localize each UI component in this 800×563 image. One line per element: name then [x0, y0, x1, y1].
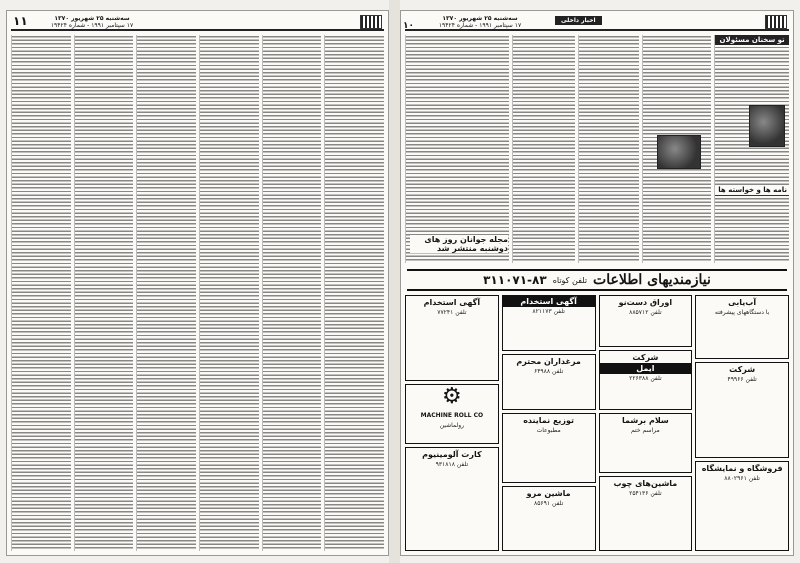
- ad-box: [502, 413, 596, 483]
- text-column: [199, 35, 259, 551]
- ad-column: [502, 295, 596, 551]
- left-page-header: [11, 15, 384, 31]
- story-box-title: مجله جوانان روز های دوشنبه منتشر شد: [410, 235, 508, 253]
- news-photo: [657, 135, 701, 169]
- classified-banner: [407, 269, 787, 291]
- ad-box: [405, 384, 499, 444]
- ad-box: [695, 461, 789, 551]
- ad-heading: آگهی استخدام: [423, 298, 481, 307]
- left-date-line: ۱۷ سپتامبر ۱۹۹۱ - شماره ۱۹۴۲۴: [50, 22, 134, 29]
- left-page-number: ۱۱: [13, 14, 28, 28]
- feature-heading: نامه ها و خواسته ها: [715, 185, 789, 196]
- news-column: [642, 35, 711, 263]
- banner-phone: ۳۱۱۰۷۱-۸۳: [483, 273, 547, 287]
- ad-body: تلفن ۲۲۶۳۸۸: [629, 375, 662, 382]
- right-page-header: [405, 15, 789, 31]
- ad-box: [599, 350, 693, 410]
- ad-heading: آب‌یابی: [728, 298, 757, 307]
- ad-box: [695, 362, 789, 458]
- ad-body: مراسم ختم: [631, 427, 660, 434]
- banner-subtitle: تلفن کوتاه: [552, 275, 588, 285]
- news-area: [405, 35, 789, 263]
- ad-heading: ماشین مرو: [526, 489, 571, 498]
- ad-box: [599, 476, 693, 551]
- right-page: [400, 10, 794, 556]
- classified-ads: [405, 295, 789, 551]
- ad-heading: آگهی استخدام: [503, 296, 595, 307]
- page-gutter: [389, 0, 400, 563]
- ad-heading: شرکت: [729, 365, 756, 374]
- news-photo: [749, 105, 785, 147]
- section-label: اخبار داخلی: [555, 16, 602, 25]
- newspaper-logo: [360, 15, 382, 29]
- right-date-line: ۱۷ سپتامبر ۱۹۹۱ - شماره ۱۹۴۲۴: [438, 22, 522, 29]
- ad-box: [502, 354, 596, 410]
- ad-heading: MACHINE ROLL CO: [420, 412, 484, 419]
- text-column: [74, 35, 134, 551]
- ad-box: [405, 447, 499, 551]
- ad-column: [695, 295, 789, 551]
- ad-box: [502, 486, 596, 551]
- ad-column: [599, 295, 693, 551]
- ad-body: مطبوعات: [536, 427, 561, 434]
- column-tag: تو سخنان مسئولان: [715, 35, 789, 45]
- left-publication: سه‌شنبه ۲۵ شهریور ۱۳۷۰: [54, 15, 130, 22]
- right-publication: سه‌شنبه ۲۵ شهریور ۱۳۷۰: [442, 15, 518, 22]
- right-page-number: ۱۰: [403, 21, 414, 31]
- ad-heading: فروشگاه و نمایشگاه: [701, 464, 783, 473]
- news-column-last: [405, 35, 509, 263]
- ad-body: تلفن ۸۵۶۹۱: [533, 500, 564, 507]
- left-classified-columns: [11, 35, 384, 551]
- text-column: [11, 35, 71, 551]
- ad-body: تلفن ۸۲۱۱۷۳: [532, 308, 565, 315]
- banner-title: نیازمندیهای اطلاعات: [593, 272, 711, 288]
- ad-box: [405, 295, 499, 381]
- ad-box: [695, 295, 789, 359]
- ad-heading: ماشین‌های چوب: [613, 479, 678, 488]
- text-column: [262, 35, 322, 551]
- ad-body: تلفن ۸۸۰۲۹۶۱: [724, 475, 760, 482]
- ad-heading: کارت آلومینیوم: [422, 450, 482, 459]
- ad-box: [502, 295, 596, 351]
- ad-body: با دستگاههای پیشرفته: [714, 309, 770, 316]
- ad-body: تلفن ۹۳۱۸۱۸: [435, 461, 469, 468]
- news-column: [512, 35, 575, 263]
- ad-body: تلفن ۶۴۹۸۸: [533, 368, 564, 375]
- ad-body: رولماشین: [439, 422, 465, 429]
- ad-heading: مرغداران محترم: [516, 357, 581, 366]
- text-column: [136, 35, 196, 551]
- ad-heading: توزیع نماینده: [523, 416, 575, 425]
- left-page: [6, 10, 389, 556]
- gear-icon: ⚙: [442, 384, 462, 409]
- ad-box: [599, 413, 693, 473]
- ad-column: [405, 295, 499, 551]
- ad-logo-text: ایمل: [600, 363, 692, 374]
- ad-body: تلفن ۲۵۴۱۳۶: [629, 490, 662, 497]
- ad-body: تلفن ۸۸۵۷۱۲: [629, 309, 662, 316]
- ad-box: [599, 295, 693, 347]
- text-column: [324, 35, 384, 551]
- ad-body: تلفن ۴۹۹۶۶: [727, 376, 757, 383]
- ad-heading: شرکت: [632, 353, 659, 362]
- news-column: [578, 35, 639, 263]
- newspaper-logo: [765, 15, 787, 29]
- ad-heading: اوراق دست‌نو: [618, 298, 673, 307]
- news-column-first: [714, 35, 789, 263]
- ad-heading: سلام برشما: [621, 416, 669, 425]
- ad-body: تلفن ۷۷۲۴۱: [437, 309, 467, 316]
